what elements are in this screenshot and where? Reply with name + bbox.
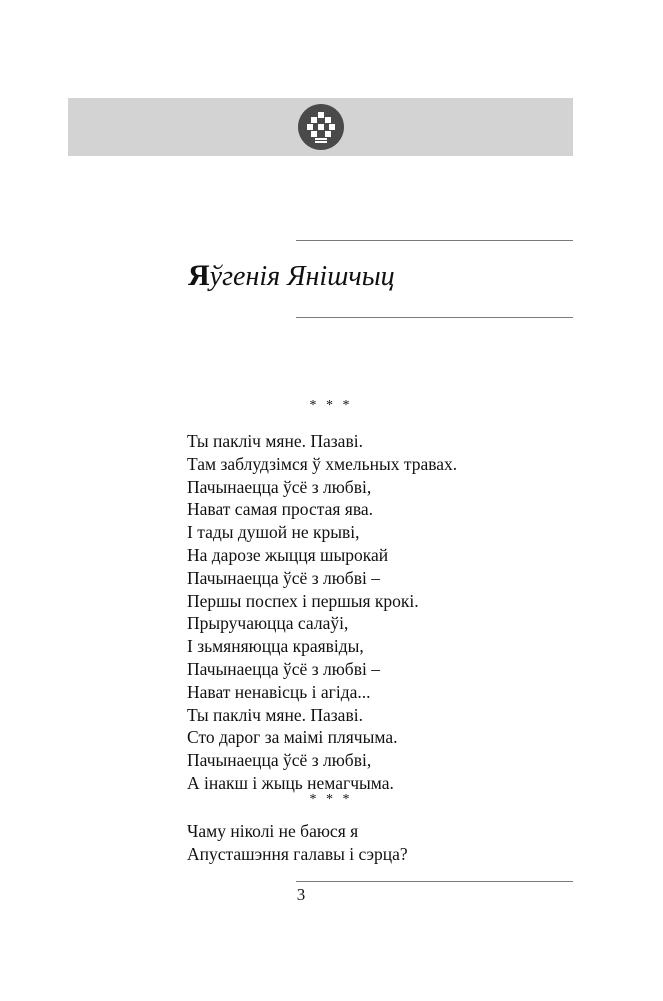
page-number: 3 xyxy=(296,885,306,904)
poem-line: Першы поспех і першыя крокі. xyxy=(187,590,419,611)
poem-line: І тады душой не крыві, xyxy=(187,522,360,543)
ornament-emblem-icon xyxy=(298,104,344,150)
poem-line: Пачынаецца ўсё з любві – xyxy=(187,658,380,679)
poem-line: Пачынаецца ўсё з любві, xyxy=(187,476,372,497)
poem-line: Там заблудзімся ў хмельных травах. xyxy=(187,453,458,474)
author-heading xyxy=(188,258,488,295)
poem-line: На дарозе жыцця шырокай xyxy=(187,544,389,565)
title-rule-bottom xyxy=(296,317,573,318)
poem-line: І зьмяняюцца краявіды, xyxy=(187,636,364,657)
poem-line: Нават самая простая ява. xyxy=(187,499,374,520)
poem-line: Пачынаецца ўсё з любві, xyxy=(187,750,372,771)
poem-line: Ты пакліч мяне. Пазаві. xyxy=(187,704,363,725)
poem-line: Нават ненавісць і агіда... xyxy=(187,681,371,702)
footer-rule xyxy=(296,881,573,882)
title-rule-top xyxy=(296,240,573,241)
poem-line: Чаму ніколі не баюся я xyxy=(187,821,359,841)
author-name-rest: ўгенія Янішчыц xyxy=(209,261,395,292)
author-initial: Я xyxy=(188,259,210,292)
poem-line: Пачынаецца ўсё з любві – xyxy=(187,567,380,588)
poem-separator: * * * xyxy=(309,792,353,807)
poem-separator: * * * xyxy=(309,398,353,413)
poem-2 xyxy=(187,820,408,866)
poem-line: Сто дарог за маімі плячыма. xyxy=(187,727,398,748)
poem-line: Ты пакліч мяне. Пазаві. xyxy=(187,431,363,451)
poem-line: Прыручаюцца салаўі, xyxy=(187,613,349,634)
poem-line: А інакш і жыць немагчыма. xyxy=(187,772,394,793)
poem-1 xyxy=(187,430,457,795)
poem-line: Апусташэння галавы і сэрца? xyxy=(187,843,408,864)
